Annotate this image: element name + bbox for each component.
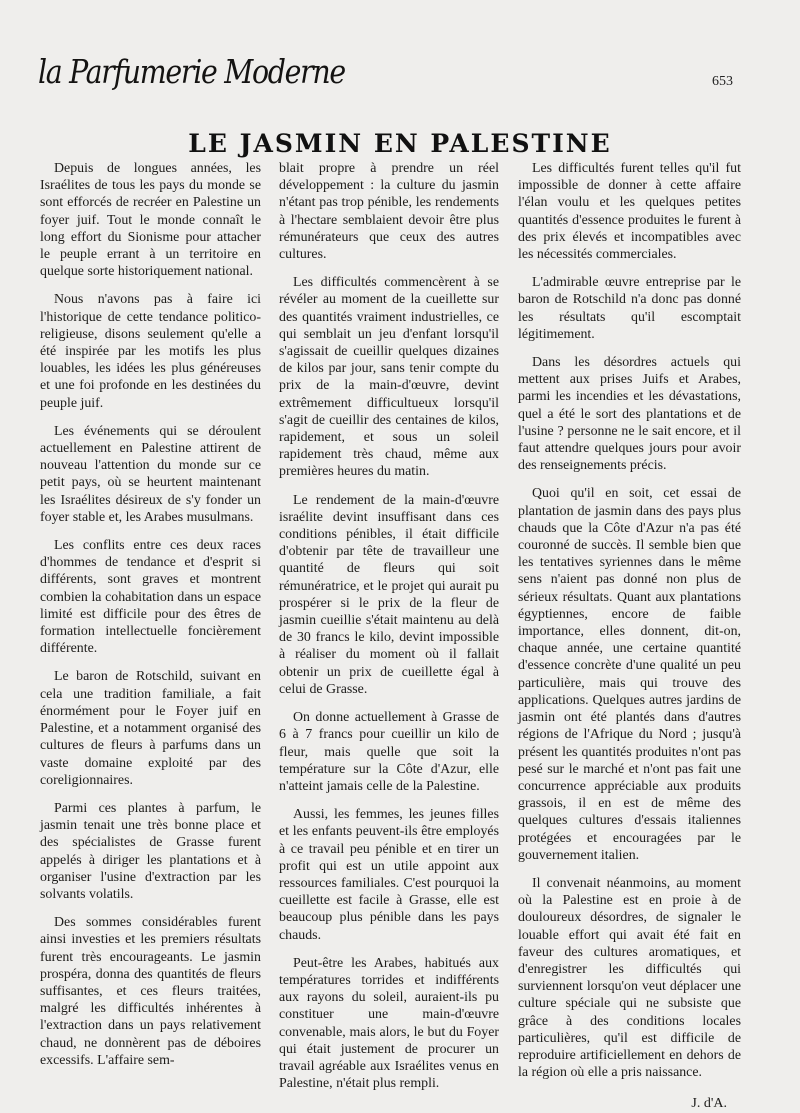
paragraph: Depuis de longues années, les Israélites de tous les pays du monde se sont efforcés de recréer en Palestine un foyer juif. Tout le monde connaît le long effort du Sionisme pour attacher le peuple errant à un territoire en quelque sorte historiquement national.: [40, 161, 261, 280]
paragraph: On donne actuellement à Grasse de 6 à 7 francs pour cueillir un kilo de fleur, mais quelle que soit la température sur la Côte d'Azur, elle n'atteint jamais celle de la Palestine.: [279, 710, 499, 794]
paragraph: Quoi qu'il en soit, cet essai de plantation de jasmin dans des pays plus chauds que la Côte d'Azur n'a pas été couronné de succès. Il semble bien que les tentatives syriennes dans le même sens n'aient pas donné non plus de sérieux résultats. Quant aux plantations égyptiennes, encore de faible importance, elles donnent, dit-on, chaque année, une certaine quantité d'essence concrète d'une qualité un peu particulière, mais qui trouve des applications. Quelques autres jardins de jasmin ont été plantés dans d'autres régions de l'Afrique du Nord ; jusqu'à présent les quantités produites n'ont pas pesé sur le marché et n'ont pas fait une concurrence appréciable aux produits grassois, il en est de même des quelques cultures d'essais italiennes protégées et encouragées par le gouvernement italien.: [518, 486, 741, 863]
masthead-logo: la Parfumerie Moderne: [38, 52, 345, 91]
paragraph: Peut-être les Arabes, habitués aux températures torrides et indifférents aux rayons du soleil, auraient-ils pu constituer une main-d'œuvre convenable, mais alors, le but du Foyer qui était justement de procurer un travail agréable aux Israélites venus en Palestine, n'était plus rempli.: [279, 955, 499, 1092]
paragraph: Parmi ces plantes à parfum, le jasmin tenait une très bonne place et des spécialistes de Grasse furent appelés à diriger les plantations et à organiser l'usine d'extraction par les solvants volatils.: [40, 800, 261, 902]
paragraph: Nous n'avons pas à faire ici l'historique de cette tendance politico-religieuse, disons seulement qu'elle a été inspirée par les motifs les plus louables, les idées les plus généreuses et une foi profonde en les destinées du peuple juif.: [40, 292, 261, 411]
paragraph: Aussi, les femmes, les jeunes filles et les enfants peuvent-ils être employés à ce travail peu pénible et en tirer un profit qui est un utile appoint aux ressources familiales. C'est pourquoi la cueillette est facile à Grasse, elle est beaucoup plus pénible dans les pays chauds.: [279, 807, 499, 943]
paragraph: Le baron de Rotschild, suivant en cela une tradition familiale, a fait énormément pour le Foyer juif en Palestine, et a notamment organisé des cultures de fleurs à parfums dans un vaste domaine exploité par des coreligionnaires.: [40, 669, 261, 788]
paragraph: Les difficultés furent telles qu'il fut impossible de donner à cette affaire l'élan voulu et les quelques petites quantités d'essence produites le furent à des prix élevés et incompatibles avec les nécessités commerciales.: [518, 161, 741, 263]
paragraph: L'admirable œuvre entreprise par le baron de Rotschild n'a donc pas donné les résultats qu'il escomptait légitimement.: [518, 275, 741, 342]
text-column-2: [279, 160, 499, 1103]
paragraph: Les difficultés commencèrent à se révéler au moment de la cueillette sur des quantités vraiment industrielles, ce qui semblait un jeu d'enfant lorsqu'il s'agissait de cueillir quelques dizaines de kilos par jour, sans tenir compte du prix de la main-d'œuvre, devint extrêmement difficultueux lorsqu'il s'agit de cueillir des centaines de kilos, rapidement, et sous un soleil rapidement très chaud, même aux premières heures du matin.: [279, 275, 499, 480]
author-signature: J. d'A.: [691, 1096, 727, 1112]
paragraph: Les événements qui se déroulent actuellement en Palestine attirent de nouveau l'attention du monde sur ce petit pays, où se heurtent maintenant les Israélites désireux de s'y fonder un foyer stable et, les Arabes musulmans.: [40, 423, 261, 525]
paragraph: Dans les désordres actuels qui mettent aux prises Juifs et Arabes, parmi les incendies et les dévastations, quel a été le sort des plantations et de l'usine ? personne ne le sait encore, et il faut attendre quelques jours pour avoir des renseignements précis.: [518, 355, 741, 474]
paragraph: Le rendement de la main-d'œuvre israélite devint insuffisant dans ces conditions pénibles, il était difficile d'obtenir par tête de travailleur une quantité de fleurs qui soit rémunératrice, et le projet qui aurait pu prospérer si le prix de la fleur de jasmin cueillie s'était maintenu au delà de 30 francs le kilo, devint impossible à réaliser du moment où il fallait obtenir un prix de cueillette égal à celui de Grasse.: [279, 492, 499, 697]
paragraph: Les conflits entre ces deux races d'hommes de tendance et d'esprit si différents, sont graves et montrent combien la cohabitation dans un espace limité est difficile pour des êtres de formation intellectuelle foncièrement différente.: [40, 538, 261, 657]
text-column-1: [40, 160, 261, 1080]
paragraph: Des sommes considérables furent ainsi investies et les premiers résultats furent très encourageants. Le jasmin prospéra, donna des quantités de fleurs suffisantes, et ces fleurs traitées, malgré les difficultés inhérentes à l'extraction dans un pays relativement chaud, ne donnèrent pas de déboires excessifs. L'affaire sem-: [40, 915, 261, 1068]
page-number: 653: [712, 74, 733, 89]
article-title: LE JASMIN EN PALESTINE: [188, 128, 612, 158]
paragraph: Il convenait néanmoins, au moment où la Palestine est en proie à de douloureux désordres, de signaler le louable effort qui avait été fait en faveur des cultures aromatiques, et d'enregistrer les difficultés qui surviennent lorsqu'on veut déplacer une culture spéciale qui ne subsiste que grâce à des conditions locales particulières, qu'il est difficile de reproduire artificiellement en dehors de la région où elle a pris naissance.: [518, 875, 741, 1081]
text-column-3: [518, 160, 741, 1113]
paragraph: blait propre à prendre un réel développement : la culture du jasmin n'étant pas trop pénible, les rendements à l'hectare semblaient devoir être plus rémunérateurs que ceux des autres cultures.: [279, 161, 499, 263]
